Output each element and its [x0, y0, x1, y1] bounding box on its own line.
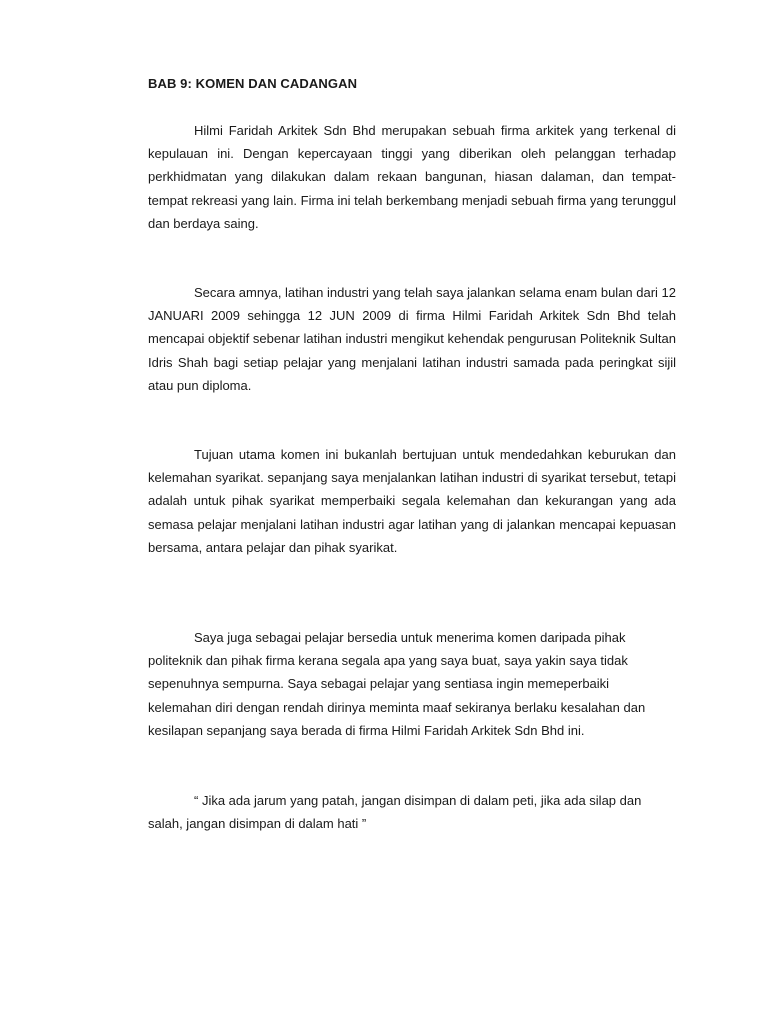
section-heading: BAB 9: KOMEN DAN CADANGAN	[148, 76, 358, 91]
paragraph-comment-purpose: Tujuan utama komen ini bukanlah bertujuan untuk mendedahkan keburukan dan kelemahan syarikat. sepanjang saya menjalankan latihan industri di syarikat tersebut, tetapi adalah untuk pihak syarikat memperbaiki segala kelemahan dan kekurangan yang ada semasa pelajar menjalani latihan industri agar latihan yang di jalankan mencapai kepuasan bersama, antara pelajar dan pihak syarikat.	[148, 447, 676, 555]
paragraph-closing-proverb: “ Jika ada jarum yang patah, jangan disimpan di dalam peti, jika ada silap dan salah, jangan disimpan di dalam hati ”	[148, 793, 642, 832]
paragraph-company-intro: Hilmi Faridah Arkitek Sdn Bhd merupakan sebuah firma arkitek yang terkenal di kepulauan ini. Dengan kepercayaan tinggi yang diberikan oleh pelanggan terhadap perkhidmatan yang dilakukan dalam rekaan bangunan, hiasan dalaman, dan tempat-tempat rekreasi yang lain. Firma ini telah berkembang menjadi sebuah firma yang terunggul dan berdaya saing.	[148, 123, 676, 231]
paragraph-training-summary: Secara amnya, latihan industri yang telah saya jalankan selama enam bulan dari 12 JANUARI 2009 sehingga 12 JUN 2009 di firma Hilmi Faridah Arkitek Sdn Bhd telah mencapai objektif sebenar latihan industri mengikut kehendak pengurusan Politeknik Sultan Idris Shah bagi setiap pelajar yang menjalani latihan industri samada pada peringkat sijil atau pun diploma.	[148, 285, 677, 393]
paragraph-student-apology: Saya juga sebagai pelajar bersedia untuk menerima komen daripada pihak politeknik dan pihak firma kerana segala apa yang saya buat, saya yakin saya tidak sepenuhnya sempurna. Saya sebagai pelajar yang sentiasa ingin memeperbaiki kelemahan diri dengan rendah dirinya meminta maaf sekiranya berlaku kesalahan dan kesilapan sepanjang saya berada di firma Hilmi Faridah Arkitek Sdn Bhd ini.	[148, 630, 646, 738]
